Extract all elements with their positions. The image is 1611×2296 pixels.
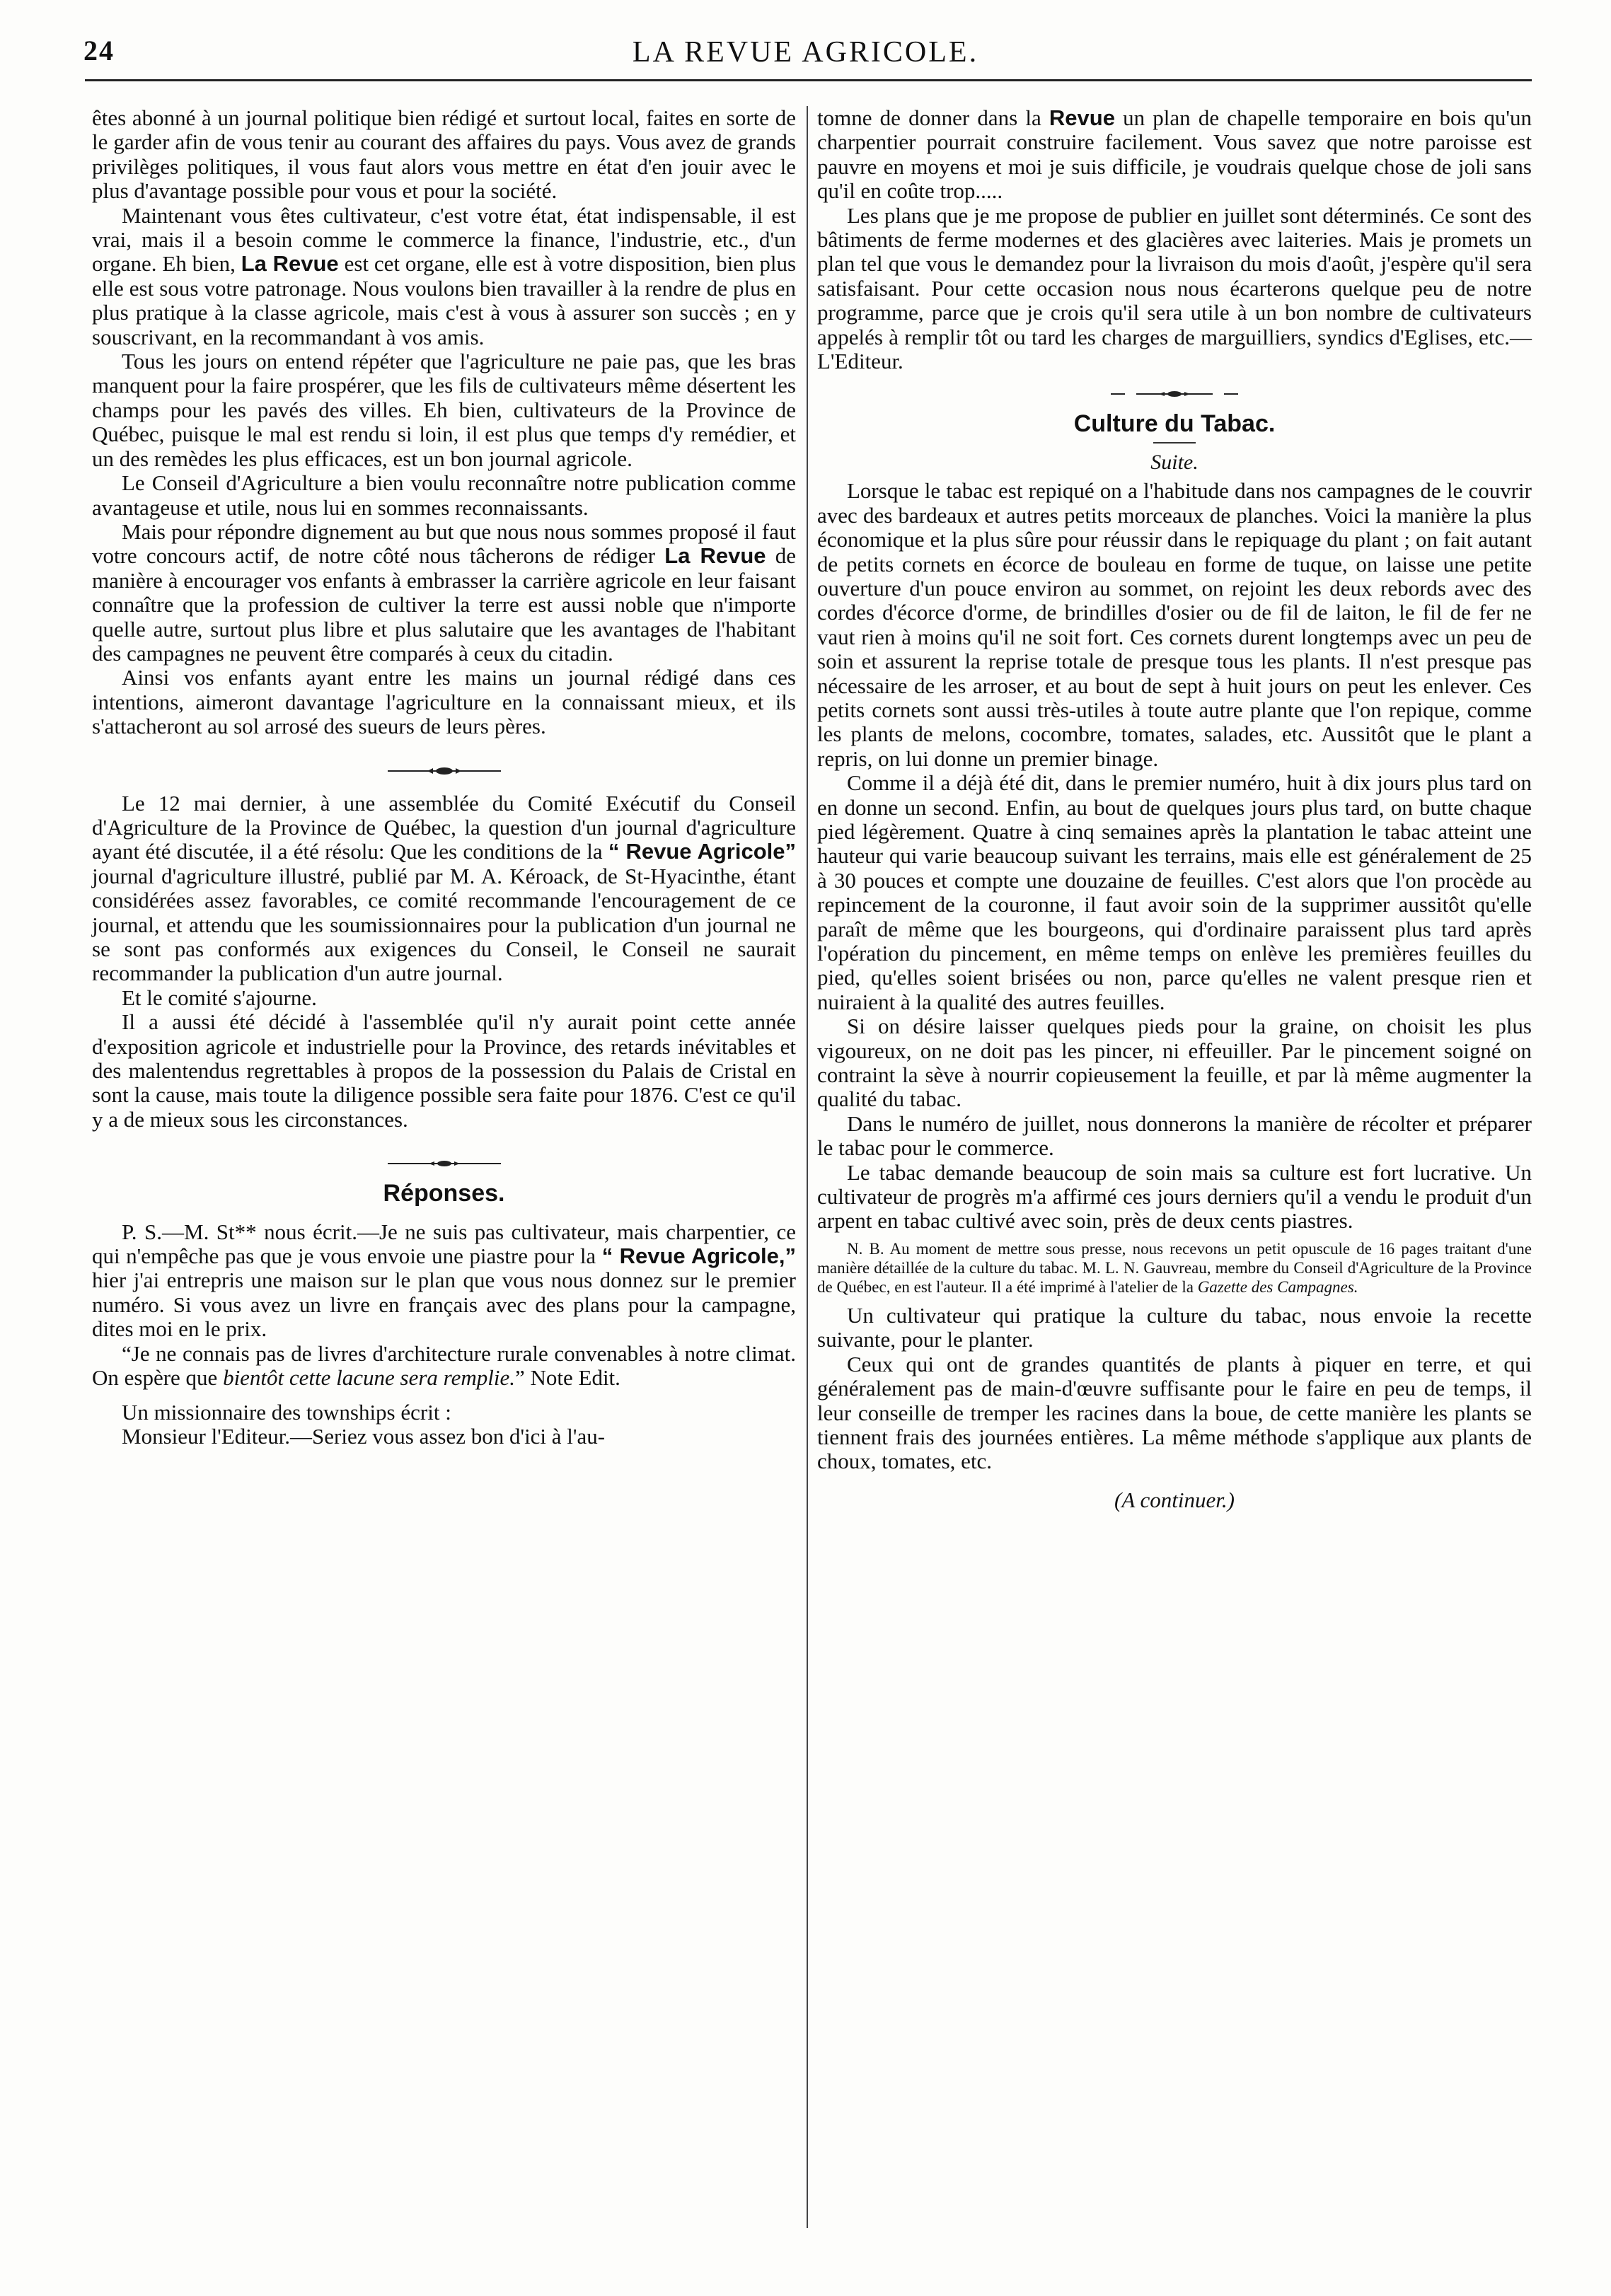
page-number: 24 xyxy=(83,35,115,66)
paragraph: Mais pour répondre dignement au but que nous nous sommes proposé il faut votre concours actif, de notre côté nous tâcherons de rédiger La Revue de manière à encourager vos enfants à embrasser la carrière agricole en leur faisant connaître que la profession de cultiver la terre est aussi noble que n'importe quelle autre, surtout plus libre et plus salutaire que les avantages de l'habitant des campagnes ne peuvent être comparés à ceux du citadin. xyxy=(92,518,796,666)
section-subtitle: Suite. xyxy=(1150,450,1199,474)
revue-name: “ Revue Agricole,” xyxy=(601,1243,797,1269)
paragraph: Dans le numéro de juillet, nous donnerons la manière de récolter et préparer le tabac pour le commerce. xyxy=(817,1111,1532,1161)
revue-name: La Revue xyxy=(664,543,766,569)
paragraph: P. S.—M. St** nous écrit.—Je ne suis pas cultivateur, mais charpentier, ce qui n'empêche pas que je vous envoie une piastre pour la “ Revue Agricole,” hier j'ai entrepris une maison sur le plan que vous nous donnez sur le premier numéro. Si vous avez un livre en français avec des plans pour la campagne, dites moi en le prix. xyxy=(92,1219,797,1342)
paragraph: Ceux qui ont de grandes quantités de plants à piquer en terre, et qui généralement pas de main-d'œuvre suffisante pour le faire en peu de temps, il leur conseille de tremper les racines dans la boue, de cette manière les plants se tiennent frais des journées entières. La même méthode s'applique aux plants de choux, tomates, etc. xyxy=(817,1351,1532,1474)
revue-name: “ Revue Agricole” xyxy=(608,839,796,864)
paragraph: Un cultivateur qui pratique la culture du tabac, nous envoie la recette suivante, pour le planter. xyxy=(817,1302,1532,1352)
section-title-tabac: Culture du Tabac. xyxy=(1073,410,1276,438)
right-column xyxy=(817,106,1532,1512)
paragraph: êtes abonné à un journal politique bien rédigé et surtout local, faites en sorte de le garder afin de vous tenir au courant des affaires du pays. Vous avez de grands privilèges politiques, il vous faut alors vous mettre en état d'en jouir avec le plus d'avantage possible pour vous et pour la société. xyxy=(92,105,796,204)
continued-notice: (A continuer.) xyxy=(1114,1487,1235,1512)
revue-name: Revue xyxy=(1049,105,1115,130)
paragraph: Et le comité s'ajourne. xyxy=(122,985,317,1010)
paragraph: Un missionnaire des townships écrit : xyxy=(122,1399,451,1425)
ornament-divider xyxy=(92,1153,796,1174)
title-rule xyxy=(1153,442,1196,443)
revue-name: La Revue xyxy=(241,251,339,277)
section-title-reponses: Réponses. xyxy=(383,1180,505,1207)
paragraph: Ainsi vos enfants ayant entre les mains un journal rédigé dans ces intentions, aimeront davantage l'agriculture en la connaissant mieux, et ils s'attacheront au sol arrosé des sueurs de leurs pères. xyxy=(92,665,796,739)
journal-title: LA REVUE AGRICOLE. xyxy=(632,36,979,69)
header-rule xyxy=(85,79,1532,81)
ornament-divider xyxy=(92,760,796,782)
ornament-divider xyxy=(817,383,1532,405)
editor-note: N. B. Au moment de mettre sous presse, nous recevons un petit opuscule de 16 pages traitant d'une manière détaillée de la culture du tabac. M. L. N. Gauvreau, membre du Conseil d'Agriculture de la Province de Québec, en est l'auteur. Il a été imprimé à l'atelier de la Gazette des Campagnes. xyxy=(817,1239,1532,1296)
paragraph: Si on désire laisser quelques pieds pour la graine, on choisit les plus vigoureux, on ne doit pas les pincer, ni effeuiller. Par le pincement soigné on contraint la sève à nourrir copieusement la feuille, et par là même augmenter la qualité du tabac. xyxy=(817,1014,1532,1112)
paragraph: Lorsque le tabac est repiqué on a l'habitude dans nos campagnes de le couvrir avec des bardeaux et autres petits morceaux de planches. Voici la manière la plus économique et la plus sûre pour réussir dans le repiquage du plant ; on fait autant de petits cornets en écorce de bouleau en forme de tuque, on laisse une petite ouverture d'un pouce environ au sommet, on rejoint les deux rebords avec des cordes d'écorce d'orme, de brindilles d'osier ou de fil de laiton, le fil de fer ne vaut rien à moins qu'il ne soit fort. Ces cornets durent longtemps avec un peu de soin et assurent la reprise totale de presque tous les plants. Il n'est presque pas nécessaire de les arroser, et au bout de sept à huit jours on peut les enlever. Ces petits cornets sont aussi très-utiles à toute autre plante que l'on repique, comme les plants de melons, cocombre, tomates, salades, etc. Aussitôt que le plant a repris, on lui donne un premier binage. xyxy=(817,478,1532,771)
paragraph: Le Conseil d'Agriculture a bien voulu reconnaître notre publication comme avantageuse et utile, nous lui en sommes reconnaissants. xyxy=(92,470,796,520)
left-column xyxy=(92,106,796,1449)
column-divider xyxy=(807,106,808,2228)
paragraph: Les plans que je me propose de publier en juillet sont déterminés. Ce sont des bâtiments de ferme modernes et des glacières avec laiteries. Mais je promets un plan tel que vous le demandez pour la livraison du mois d'août, j'espère qu'il sera satisfaisant. Pour cette occasion nous nous écarterons quelque peu de notre programme, parce que je crois qu'il sera utile à un bon nombre de cultivateurs appelés à remplir tôt ou tard les charges de marguilliers, syndics d'Eglises, etc.—L'Editeur. xyxy=(817,202,1532,374)
paragraph: tomne de donner dans la Revue un plan de chapelle temporaire en bois qu'un charpentier pourrait construire facilement. Vous savez que notre paroisse est pauvre en moyens et moi je suis difficile, je voudrais quelque chose de joli sans qu'il en coûte trop..... xyxy=(817,105,1532,204)
paragraph: Le 12 mai dernier, à une assemblée du Comité Exécutif du Conseil d'Agriculture de la Province de Québec, la question d'un journal d'agriculture ayant été discutée, il a été résolu: Que les conditions de la “ Revue Agricole” journal d'agriculture illustré, publié par M. A. Kéroack, de St-Hyacinthe, étant considérées assez favorables, ce comité recommande l'encouragement de ce journal, et attendu que les soumissionnaires pour la publication d'un journal ne se sont pas conformés aux exigences du Conseil, le Conseil ne saurait recommander la publication d'un autre journal. xyxy=(92,790,796,986)
paragraph: Le tabac demande beaucoup de soin mais sa culture est fort lucrative. Un cultivateur de progrès m'a affirmé ces jours derniers qu'il a vendu le produit d'un arpent en tabac cultivé avec soin, près de deux cents piastres. xyxy=(817,1159,1532,1234)
paragraph: Tous les jours on entend répéter que l'agriculture ne paie pas, que les bras manquent pour la faire prospérer, que les fils de cultivateurs même désertent les champs pour les pavés des villes. Eh bien, cultivateurs de la Province de Québec, puisque le mal est rendu si loin, il est plus que temps d'y remédier, et un des remèdes les plus efficaces, est un bon journal agricole. xyxy=(92,349,796,471)
paragraph: Il a aussi été décidé à l'assemblée qu'il n'y aurait point cette année d'exposition agricole et industrielle pour la Province, des retards inévitables et des malentendus regrettables à propos de la possession du Palais de Cristal en sont la cause, mais toute la diligence possible sera faite pour 1876. C'est ce qu'il y a de mieux sous les circonstances. xyxy=(92,1009,796,1132)
paragraph: Comme il a déjà été dit, dans le premier numéro, huit à dix jours plus tard on en donne un second. Enfin, au bout de quelques jours plus tard, on butte chaque pied légèrement. Quatre à cinq semaines après la plantation le tabac atteint une hauteur qui varie beaucoup suivant les terrains, mais elle est généralement de 25 à 30 pouces et compte une douzaine de feuilles. C'est alors que l'on procède au repincement de la couronne, il faut avoir soin de la supprimer aussitôt qu'elle paraît de même que les bourgeons, qui d'ordinaire paraissent plus tard après l'opération du pincement, en même temps on enlève les premières feuilles du pied, qu'elles soient brisées ou non, parce qu'elles ne valent presque rien et nuiraient à la qualité des autres feuilles. xyxy=(817,770,1532,1014)
paragraph: “Je ne connais pas de livres d'architecture rurale convenables à notre climat. On espère que bientôt cette lacune sera remplie.” Note Edit. xyxy=(92,1340,796,1391)
paragraph: Monsieur l'Editeur.—Seriez vous assez bon d'ici à l'au- xyxy=(122,1423,606,1449)
paragraph: Maintenant vous êtes cultivateur, c'est votre état, état indispensable, il est vrai, mais il a besoin comme le commerce la finance, l'industrie, etc., d'un organe. Eh bien, La Revue est cet organe, elle est à votre disposition, bien plus elle est sous votre patronage. Nous voulons bien travailler à la rendre de plus en plus pratique à la classe agricole, mais c'est à vous à assurer son succès ; en y souscrivant, en la recommandant à vos amis. xyxy=(92,202,797,349)
